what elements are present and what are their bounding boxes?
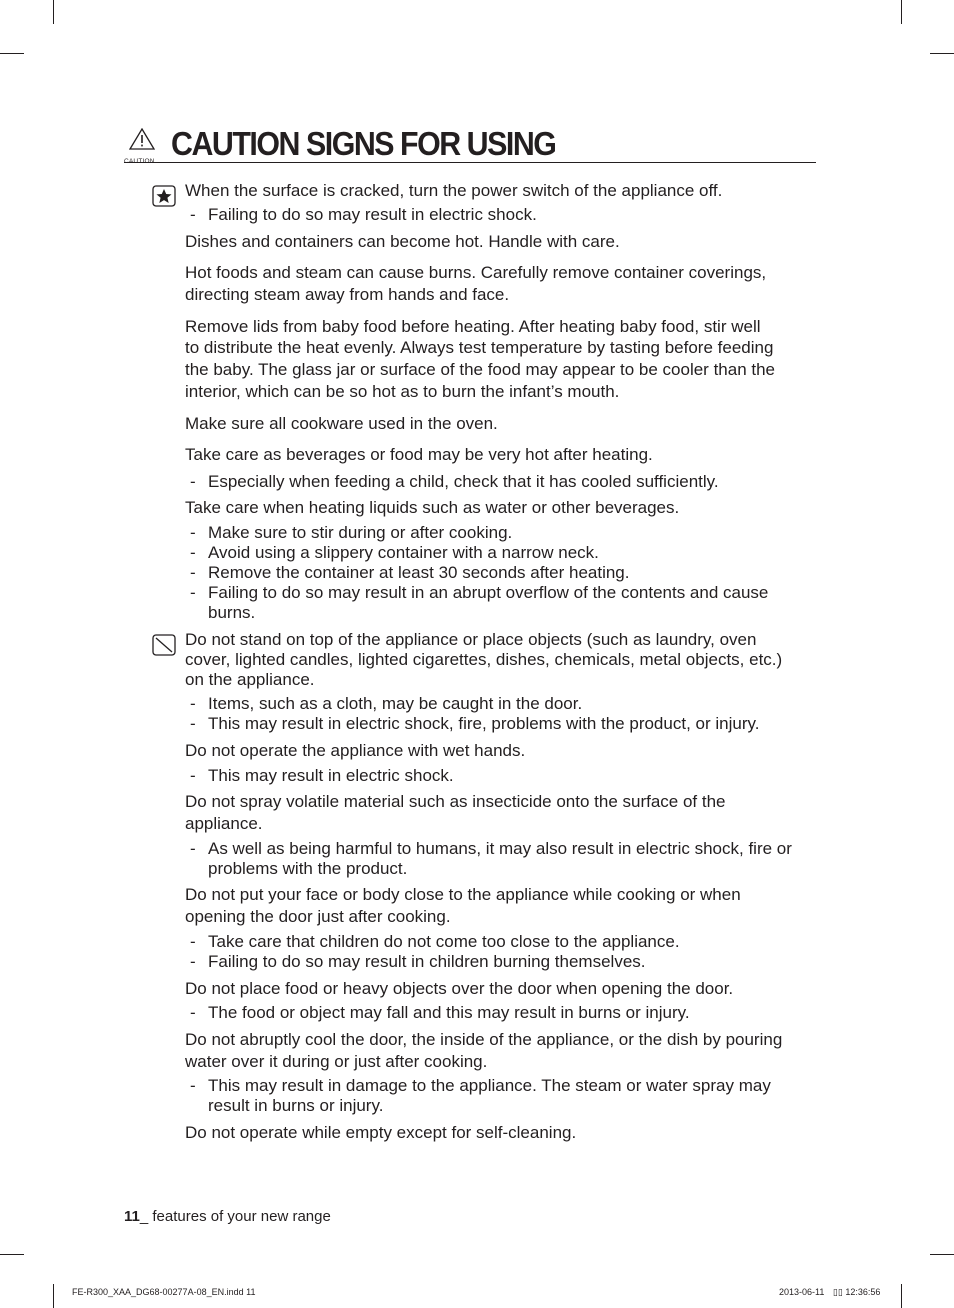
caution-paragraph: Do not operate while empty except for self-cleaning. [185,1123,577,1142]
page-footer [124,1208,331,1225]
footer-section-title: features of your new range [152,1208,331,1225]
caution-paragraph: appliance. [185,814,263,833]
caution-paragraph: Take care when heating liquids such as water or other beverages. [185,498,680,517]
prohibited-symbol-icon [152,634,176,656]
caution-paragraph: Take care as beverages or food may be very hot after heating. [185,445,653,464]
warning-triangle-icon [124,128,160,165]
caution-paragraph: Do not operate the appliance with wet hands. [185,741,526,760]
page-number: 11 [124,1208,140,1225]
caution-paragraph: Do not put your face or body close to the appliance while cooking or when [185,885,741,904]
print-slug-file: FE-R300_XAA_DG68-00277A-08_EN.indd 11 [72,1287,256,1297]
crop-mark [930,53,954,54]
caution-paragraph: on the appliance. [185,670,315,689]
footer-separator: _ [139,1208,153,1225]
crop-mark [901,0,902,24]
page-title: CAUTION SIGNS FOR USING [171,125,556,162]
caution-paragraph: interior, which can be so hot as to burn the infant’s mouth. [185,382,620,401]
caution-paragraph: the baby. The glass jar or surface of the food may appear to be cooler than the [185,360,776,379]
crop-mark [930,1254,954,1255]
caution-paragraph: Hot foods and steam can cause burns. Carefully remove container coverings, [185,263,767,282]
crop-mark [53,1284,54,1308]
caution-paragraph: directing steam away from hands and face. [185,285,510,304]
caution-paragraph: cover, lighted candles, lighted cigarettes, dishes, chemicals, metal objects, etc.) [185,650,783,669]
crop-mark [53,0,54,24]
caution-paragraph: Do not place food or heavy objects over the door when opening the door. [185,979,734,998]
caution-paragraph: When the surface is cracked, turn the power switch of the appliance off. [185,181,723,200]
crop-mark [0,1254,24,1255]
caution-paragraph: Do not abruptly cool the door, the inside of the appliance, or the dish by pouring [185,1030,783,1049]
star-symbol-icon [152,185,176,207]
print-slug-timestamp [779,1287,880,1298]
crop-mark [0,53,24,54]
crop-mark [901,1284,902,1308]
caution-paragraph: Dishes and containers can become hot. Handle with care. [185,232,620,251]
slug-time-mark: ▯▯ [832,1287,843,1297]
caution-paragraph: water over it during or just after cooking. [185,1052,488,1071]
caution-label: CAUTION [124,158,155,165]
caution-paragraph: opening the door just after cooking. [185,907,451,926]
caution-paragraph: Remove lids from baby food before heating. After heating baby food, stir well [185,317,761,336]
slug-time: 12:36:56 [845,1287,881,1297]
caution-paragraph: Do not spray volatile material such as insecticide onto the surface of the [185,792,726,811]
caution-paragraph: Do not stand on top of the appliance or place objects (such as laundry, oven [185,630,757,649]
section-heading [124,120,816,163]
caution-paragraph: to distribute the heat evenly. Always test temperature by tasting before feeding [185,338,774,357]
slug-date: 2013-06-11 [779,1287,825,1297]
caution-paragraph: Make sure all cookware used in the oven. [185,414,498,433]
